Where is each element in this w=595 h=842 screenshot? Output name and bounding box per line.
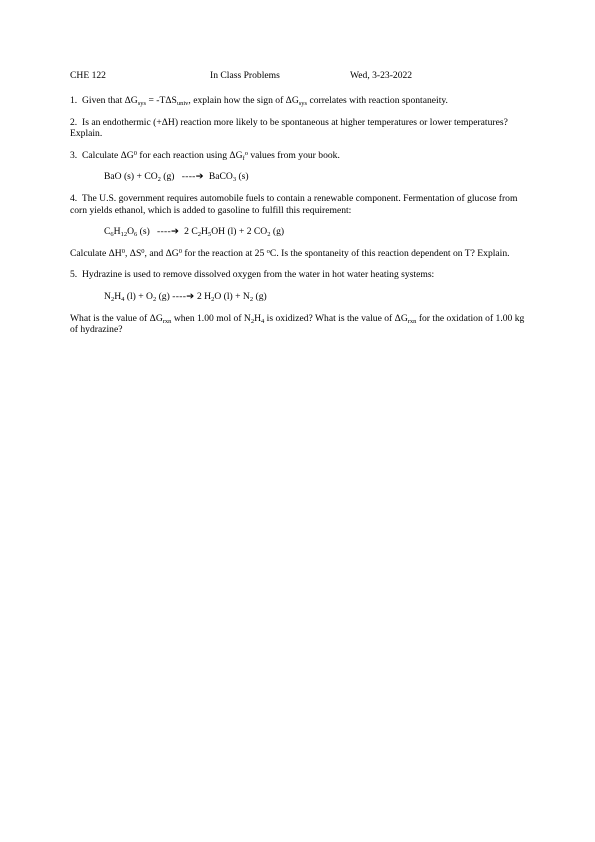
reaction-arrow-icon: ----➔ [157,226,180,238]
problem-3 [70,150,530,183]
course-code: CHE 122 [70,70,106,81]
page-header [70,70,530,82]
problem-5-text: 5. Hydrazine is used to remove dissolved oxygen from the water in hot water heating systems: [70,269,435,281]
worksheet-title: In Class Problems [210,70,280,81]
problem-4-text: 4. The U.S. government requires automobile fuels to contain a renewable component. Fermentation of glucose from corn yields ethanol, which is added to gasoline to fulfill this requirement: [70,192,518,216]
problem-2 [70,117,530,140]
problem-number: 1. [70,95,78,106]
problem-3-text: 3. Calculate $\Delta G^0$ for each reaction using $\Delta G_f^o$ values from your book. [70,149,340,162]
worksheet-date: Wed, 3-23-2022 [350,70,413,81]
problem-number: 3. [70,149,78,161]
problem-2-text: 2. Is an endothermic (+ΔH) reaction more likely to be spontaneous at higher temperatures or lower temperatures? Explain. [70,116,508,140]
problem-number: 4. [70,192,78,204]
reaction-arrow-icon: ----➔ [181,171,205,183]
problem-5-followup: What is the value of $\Delta G_{rxn}$ when 1.00 mol of $N_2H_4$ is oxidized? What is the value of $\Delta G_{rxn}$ for the oxidation of 1.00 kg of hydrazine? [70,312,525,336]
problem-1-text: 1. Given that $\Delta G_{sys} = -T\Delta S_{univ}$, explain how the sign of $\Delta G_{sys}$ correlates with reaction spontaneity. [70,95,448,107]
problem-number: 5. [70,269,78,281]
problem-5 [70,269,530,335]
reaction-equation-4: $C_6H_{12}O_6$ (s) ----➔ 2 $C_2H_5OH$ (l) + 2 $CO_2$ (g) [104,226,285,239]
reaction-equation-3: BaO $(s) + CO_2$ (g) ----➔ BaCO$_3$ (s) [104,171,249,184]
problem-4 [70,193,530,259]
worksheet-page [70,70,530,346]
problem-number: 2. [70,116,78,128]
problem-1 [70,95,530,107]
problem-4-followup: Calculate $\Delta H^0$, $\Delta S^0$, and $\Delta G^0$ for the reaction at 25 $^o$C. Is the spontaneity of this reaction dependent on T? Explain. [70,247,510,259]
reaction-arrow-icon: ----➔ [172,290,195,302]
reaction-equation-5: $N_2H_4$ $(l) + O_2$ (g) ----➔ 2 $H_2O$ $(l) + N_2$ (g) [104,290,267,303]
